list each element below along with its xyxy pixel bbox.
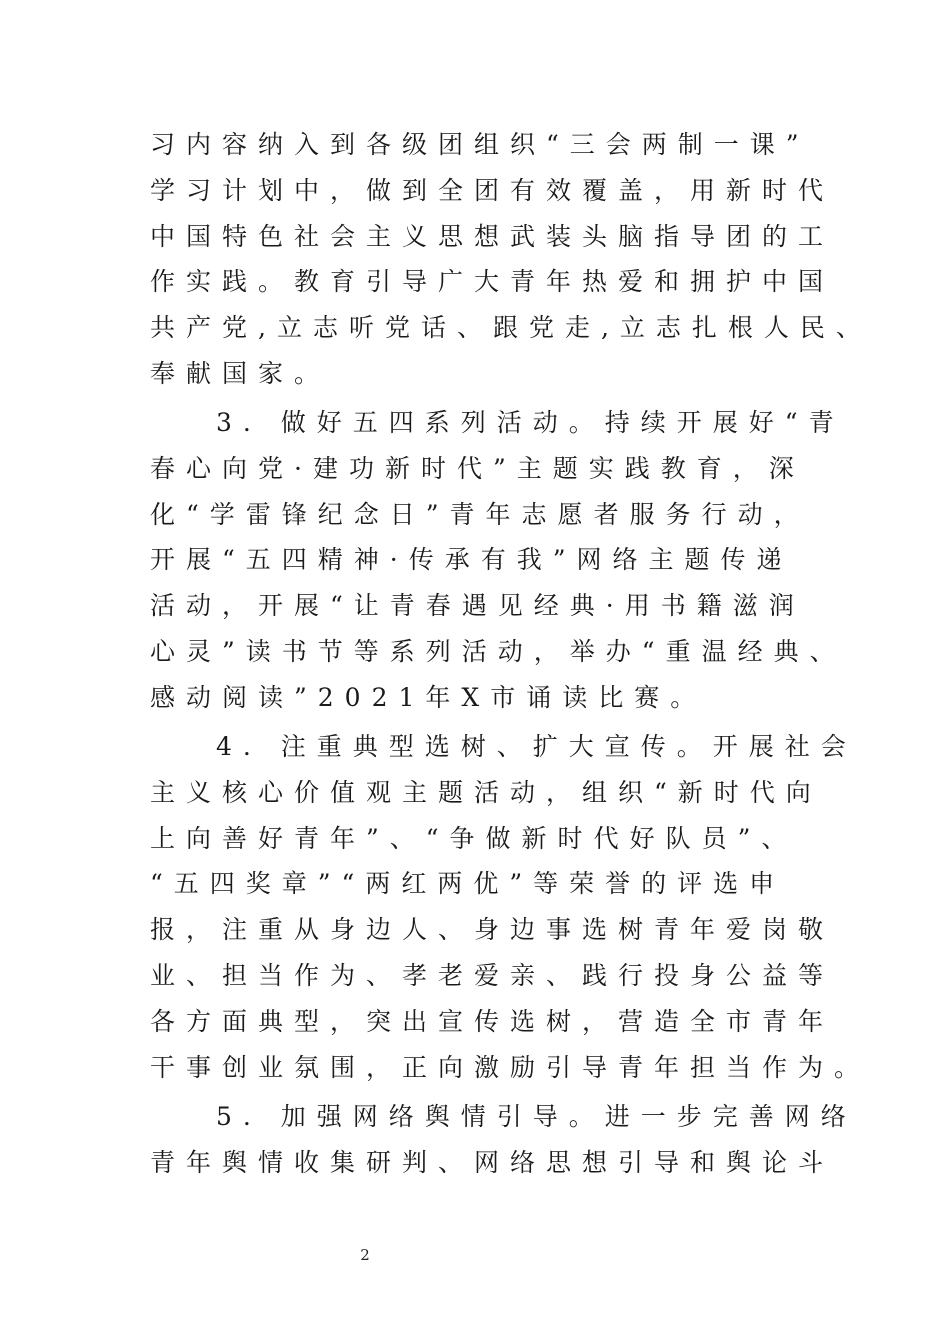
text-line: 上向善好青年”、“争做新时代好队员”、	[150, 824, 798, 853]
text-line: 学习计划中，做到全团有效覆盖，用新时代	[150, 176, 835, 205]
text-line: 中国特色社会主义思想武装头脑指导团的工	[150, 222, 835, 251]
text-line: 奉献国家。	[150, 359, 331, 388]
text-line: 共产党,立志听党话、跟党走,立志扎根人民、	[150, 313, 872, 342]
text-line: 心灵”读书节等系列活动，举办“重温经典、	[150, 637, 846, 666]
text-line: 主义核心价值观主题活动，组织“新时代向	[150, 778, 822, 807]
text-line: “五四奖章”“两红两优”等荣誉的评选申	[150, 869, 786, 898]
text-line: 感动阅读”2021年X市诵读比赛。	[150, 683, 707, 712]
text-line: 业、担当作为、孝老爱亲、践行投身公益等	[150, 961, 835, 990]
text-line: 开展“五四精神·传承有我”网络主题传递	[150, 545, 793, 574]
paragraph-5-start: 5. 加强网络舆情引导。进一步完善网络	[216, 1102, 857, 1131]
text-line: 春心向党·建功新时代”主题实践教育，深	[150, 454, 805, 483]
text-line: 活动，开展“让青春遇见经典·用书籍滋润	[150, 591, 805, 620]
page-number: 2	[360, 1246, 370, 1264]
text-line: 青年舆情收集研判、网络思想引导和舆论斗	[150, 1148, 835, 1177]
text-line: 干事创业氛围，正向激励引导青年担当作为。	[150, 1053, 871, 1082]
text-line: 报，注重从身边人、身边事选树青年爱岗敬	[150, 915, 835, 944]
paragraph-3-start: 3. 做好五四系列活动。持续开展好“青	[216, 408, 845, 437]
text-line: 习内容纳入到各级团组织“三会两制一课”	[150, 130, 810, 159]
paragraph-4-start: 4. 注重典型选树、扩大宣传。开展社会	[216, 732, 857, 761]
text-line: 化“学雷锋纪念日”青年志愿者服务行动，	[150, 500, 810, 529]
text-line: 作实践。教育引导广大青年热爱和拥护中国	[150, 267, 835, 296]
text-line: 各方面典型，突出宣传选树，营造全市青年	[150, 1007, 835, 1036]
